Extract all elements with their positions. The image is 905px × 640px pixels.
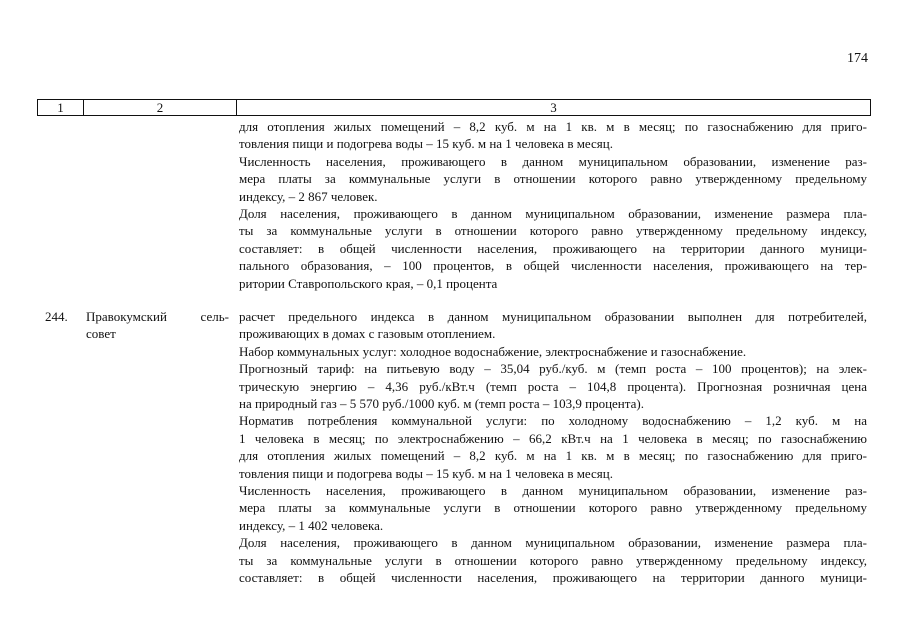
text-line: пального образования, – 100 процентов, в общей численности населения, проживающего на тер- (239, 258, 867, 274)
text-line: для отопления жилых помещений – 8,2 куб. м на 1 кв. м в месяц; по газоснабжению для приго- (239, 448, 867, 464)
text-line: Численность населения, проживающего в данном муниципальном образовании, изменение раз- (239, 483, 867, 499)
text-line: 1 человека в месяц; по электроснабжению – 66,2 кВт.ч на 1 человека в месяц; по газоснабжению (239, 430, 867, 446)
text-line: для отопления жилых помещений – 8,2 куб. м на 1 кв. м в месяц; по газоснабжению для приго- (239, 119, 867, 134)
table-header-row (37, 99, 871, 116)
text-line: ты за коммунальные услуги в отношении которого равно утвержденному предельному индексу, (239, 223, 867, 239)
column-header-2: 2 (84, 100, 237, 115)
text-line: расчет предельного индекса в данном муниципальном образовании выполнен для потребителей, (239, 309, 867, 324)
column-header-3: 3 (550, 100, 557, 115)
text-line: Прогнозный тариф: на питьевую воду – 35,04 руб./куб. м (темп роста – 100 процентов); на элек- (239, 361, 867, 377)
entry-244-text (239, 308, 867, 587)
text-line: проживающих в домах с газовым отоплением. (239, 326, 496, 342)
municipality-name-line: совет (86, 326, 116, 342)
text-line: трическую энергию – 4,36 руб./кВт.ч (темп роста – 104,8 процента). Прогнозная розничная цена (239, 378, 867, 394)
text-line: мера платы за коммунальные услуги в отношении которого равно утвержденному предельному (239, 500, 867, 516)
page-number: 174 (847, 51, 868, 66)
column-header-1: 1 (38, 100, 84, 115)
text-line: индексу, – 1 402 человека. (239, 517, 384, 533)
text-line: ритории Ставропольского края, – 0,1 процента (239, 275, 498, 291)
text-line: Доля населения, проживающего в данном муниципальном образовании, изменение размера пла- (239, 206, 867, 222)
text-line: на природный газ – 5 570 руб./1000 куб. м (темп роста – 103,9 процента). (239, 396, 644, 412)
text-line: составляет: в общей численности населения, проживающего на территории данного муници- (239, 240, 867, 256)
text-line: товления пищи и подогрева воды – 15 куб. м на 1 человека в месяц. (239, 136, 613, 152)
text-line: Набор коммунальных услуг: холодное водоснабжение, электроснабжение и газоснабжение. (239, 343, 747, 359)
text-line: Норматив потребления коммунальной услуги: по холодному водоснабжению – 1,2 куб. м на (239, 413, 867, 429)
text-line: ты за коммунальные услуги в отношении которого равно утвержденному предельному индексу, (239, 552, 867, 568)
text-line: Численность населения, проживающего в данном муниципальном образовании, изменение раз- (239, 153, 867, 169)
text-line: товления пищи и подогрева воды – 15 куб. м на 1 человека в месяц. (239, 465, 613, 481)
text-line: составляет: в общей численности населения, проживающего на территории данного муници- (239, 570, 867, 586)
text-line: Доля населения, проживающего в данном муниципальном образовании, изменение размера пла- (239, 535, 867, 551)
municipality-name-line: Правокумский сель- (86, 309, 229, 324)
municipality-name (86, 308, 229, 343)
text-line: индексу, – 2 867 человек. (239, 188, 378, 204)
text-line: мера платы за коммунальные услуги в отношении которого равно утвержденному предельному (239, 171, 867, 187)
entry-number: 244. (45, 309, 68, 324)
continued-entry-text (239, 118, 867, 292)
